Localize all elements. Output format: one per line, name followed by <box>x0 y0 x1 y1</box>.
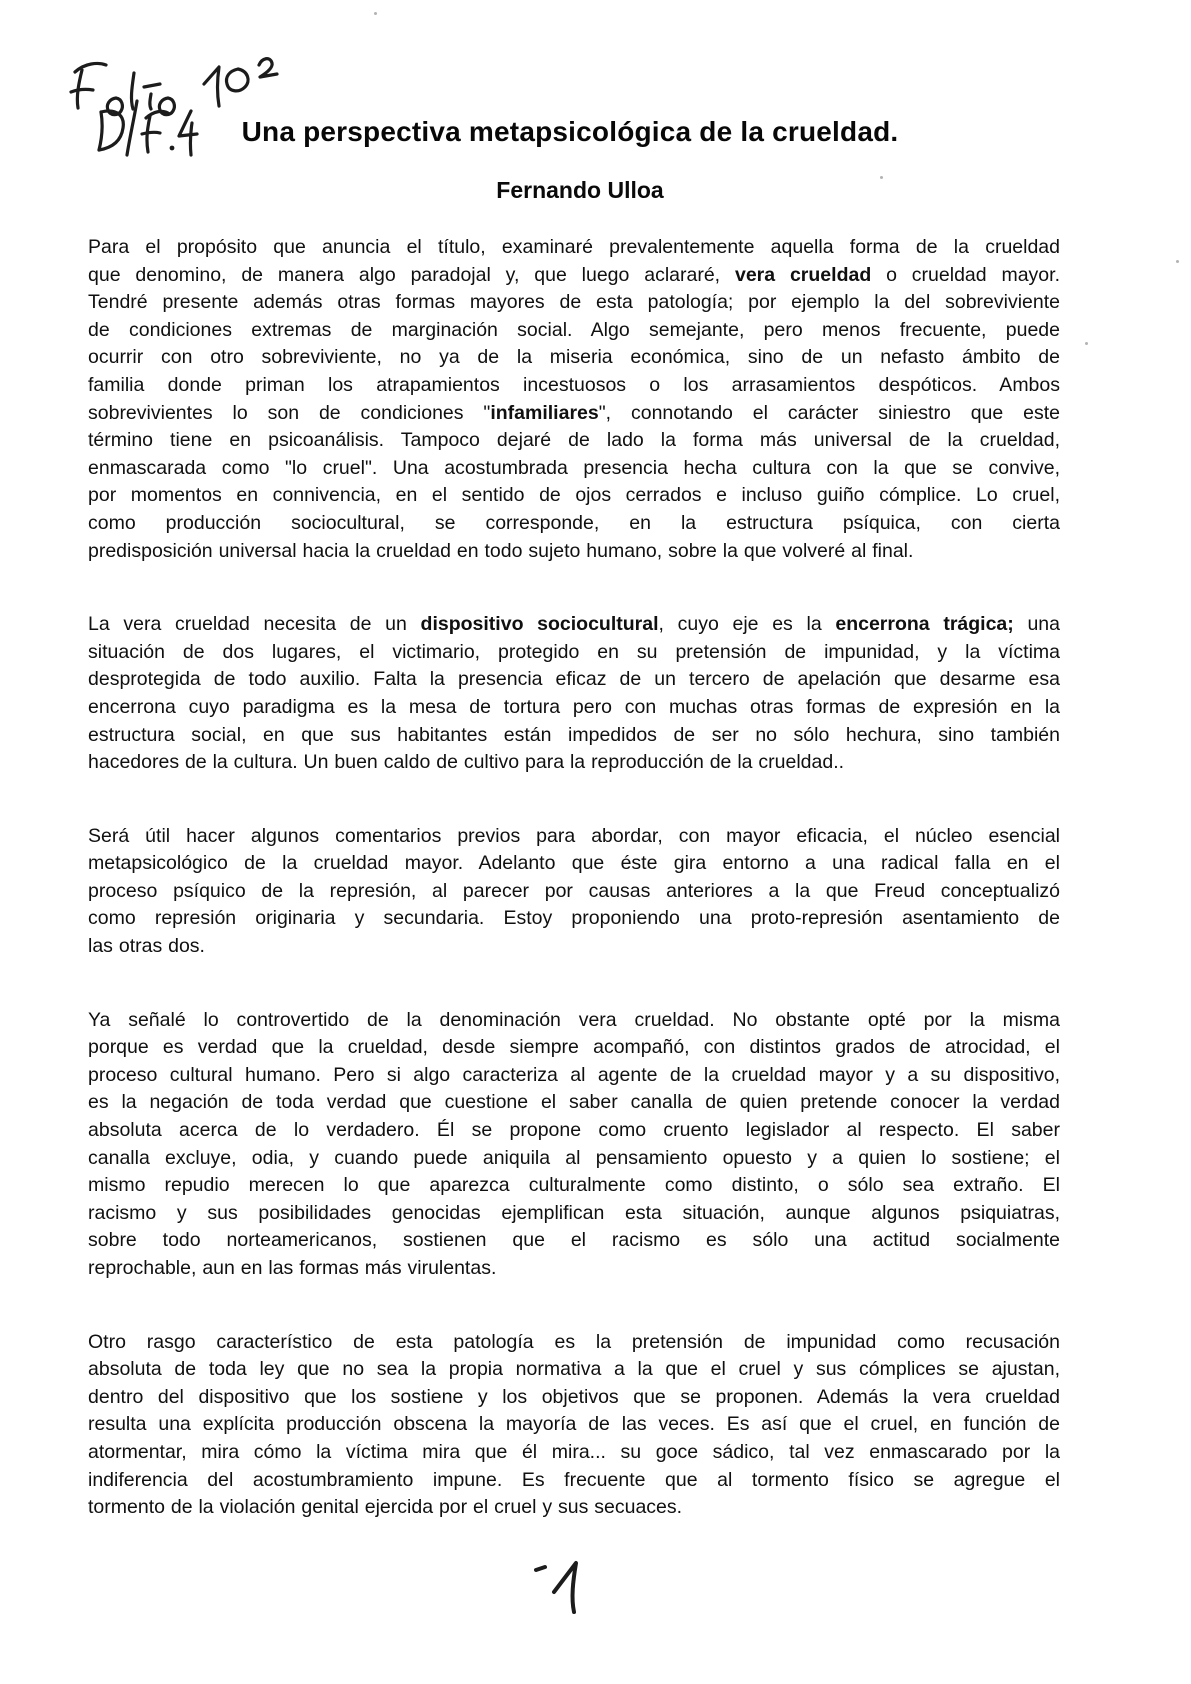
scan-speck <box>880 176 883 179</box>
text-line: encerrona cuyo paradigma es la mesa de tortura pero con muchas otras formas de expresión en la <box>88 695 1060 718</box>
text-line: es la negación de toda verdad que cuestione el saber canalla de quien pretende conocer la verdad <box>88 1091 1060 1114</box>
text-line: metapsicológico de la crueldad mayor. Adelanto que éste gira entorno a una radical falla en el <box>88 852 1060 875</box>
scan-speck <box>1176 260 1179 263</box>
text-line: por momentos en connivencia, en el sentido de ojos cerrados e incluso guiño cómplice. Lo cruel, <box>88 484 1060 507</box>
text-line: resulta una explícita producción obscena la mayoría de las veces. Es así que el cruel, en función de <box>88 1413 1060 1436</box>
text-line: de condiciones extremas de marginación social. Algo semejante, pero menos frecuente, puede <box>88 318 1060 341</box>
text-line: mismo repudio merecen lo que aparezca culturalmente como distinto, o sólo sea extraño. El <box>88 1174 1060 1197</box>
text-line: Para el propósito que anuncia el título, examinaré prevalentemente aquella forma de la crueldad <box>88 236 1060 258</box>
text-line: porque es verdad que la crueldad, desde siempre acompañó, con distintos grados de atrocidad, el <box>88 1036 1060 1059</box>
text-line: absoluta acerca de lo verdadero. Él se propone como cruento legislador al respecto. El saber <box>88 1119 1060 1142</box>
text-line: Otro rasgo característico de esta patología es la pretensión de impunidad como recusación <box>88 1330 1060 1353</box>
scan-speck <box>1085 342 1088 345</box>
text-line: dentro del dispositivo que los sostiene y los objetivos que se proponen. Además la vera crueldad <box>88 1385 1060 1408</box>
text-line: atormentar, mira cómo la víctima mira que él mira... su goce sádico, tal vez enmascarado por la <box>88 1440 1060 1463</box>
text-line: como represión originaria y secundaria. Estoy proponiendo una proto-represión asentamiento de <box>88 907 1060 930</box>
handwritten-page-number <box>528 1548 598 1618</box>
paragraph <box>88 234 1060 565</box>
paragraph <box>88 611 1060 777</box>
text-line: como producción sociocultural, se corresponde, en la estructura psíquica, con cierta <box>88 511 1060 534</box>
text-line: que denomino, de manera algo paradojal y, que luego aclararé, vera crueldad o crueldad mayor. <box>88 263 1060 286</box>
text-line: desprotegida de todo auxilio. Falta la presencia eficaz de un tercero de apelación que desarme esa <box>88 668 1060 691</box>
text-line: canalla excluye, odia, y cuando puede aniquila al pensamiento opuesto y a quien lo sostiene; el <box>88 1146 1060 1169</box>
paragraph <box>88 1007 1060 1283</box>
text-line: predisposición universal hacia la crueldad en todo sujeto humano, sobre la que volveré al final. <box>88 539 914 562</box>
text-line: Tendré presente además otras formas mayores de esta patología; por ejemplo la del sobreviviente <box>88 291 1060 314</box>
text-line: enmascarada como "lo cruel". Una acostumbrada presencia hecha cultura con la que se convive, <box>88 456 1060 479</box>
text-line: La vera crueldad necesita de un dispositivo sociocultural, cuyo eje es la encerrona trágica; una <box>88 613 1060 636</box>
text-line: proceso psíquico de la represión, al parecer por causas anteriores a la que Freud conceptualizó <box>88 879 1060 902</box>
text-line: indiferencia del acostumbramiento impune. Es frecuente que al tormento físico se agregue el <box>88 1468 1060 1491</box>
text-line: estructura social, en que sus habitantes están impedidos de ser no sólo hechura, sino también <box>88 723 1060 746</box>
text-line: absoluta de toda ley que no sea la propia normativa a la que el cruel y sus cómplices se ajustan, <box>88 1358 1060 1381</box>
text-line: familia donde priman los atrapamientos incestuosos o los arrasamientos despóticos. Ambos <box>88 373 1060 396</box>
text-line: reprochable, aun en las formas más virulentas. <box>88 1257 497 1279</box>
text-line: ocurrir con otro sobreviviente, no ya de la miseria económica, sino de un nefasto ámbito de <box>88 346 1060 369</box>
paragraph <box>88 823 1060 961</box>
text-line: tormento de la violación genital ejercida por el cruel y sus secuaces. <box>88 1496 683 1519</box>
document-title: Una perspectiva metapsicológica de la crueldad. <box>241 116 899 147</box>
text-line: Ya señalé lo controvertido de la denominación vera crueldad. No obstante opté por la misma <box>88 1008 1060 1031</box>
document-body <box>88 234 1060 1522</box>
text-line: hacedores de la cultura. Un buen caldo de cultivo para la reproducción de la crueldad.. <box>88 751 845 774</box>
text-line: sobrevivientes lo son de condiciones "infamiliares", connotando el carácter siniestro que este <box>88 401 1060 424</box>
text-line: Será útil hacer algunos comentarios previos para abordar, con mayor eficacia, el núcleo esencial <box>88 824 1060 847</box>
text-line: las otras dos. <box>88 935 205 958</box>
text-line: racismo y sus posibilidades genocidas ejemplifican esta situación, aunque algunos psiquiatras, <box>88 1201 1060 1224</box>
paragraph <box>88 1329 1060 1522</box>
text-line: proceso cultural humano. Pero si algo caracteriza al agente de la crueldad mayor y a su dispositivo, <box>88 1063 1060 1086</box>
document-author: Fernando Ulloa <box>496 177 664 203</box>
text-line: término tiene en psicoanálisis. Tampoco dejaré de lado la forma más universal de la crueldad, <box>88 429 1060 452</box>
text-line: sobre todo norteamericanos, sostienen que el racismo es sólo una actitud socialmente <box>88 1229 1060 1252</box>
text-line: situación de dos lugares, el victimario, protegido en su pretensión de impunidad, y la víctima <box>88 640 1060 663</box>
scan-speck <box>374 12 377 15</box>
